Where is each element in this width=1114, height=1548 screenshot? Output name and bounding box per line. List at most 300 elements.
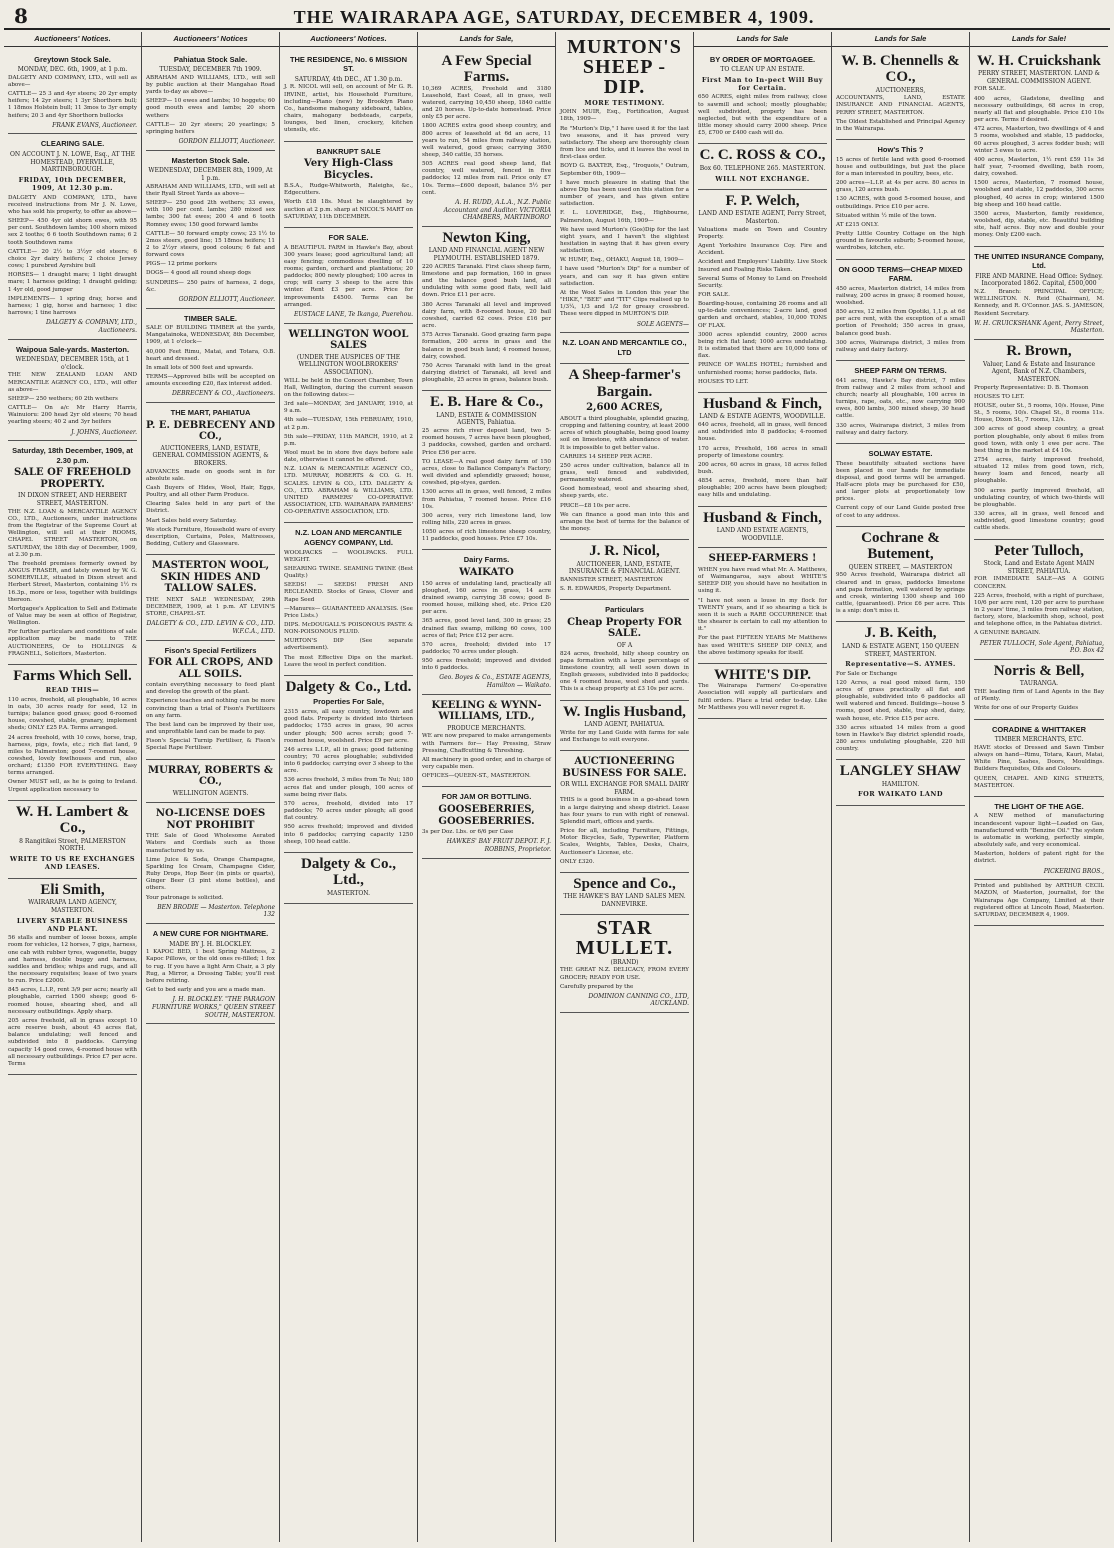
advertisement [560,751,689,873]
advertisement [284,50,413,142]
ad-body [698,94,827,137]
ad-paragraph: 570 acres, freehold, divided into 17 paddocks; 70 acres under plough; all good flat country. [284,800,413,822]
advertisement [836,760,965,805]
advertisement [146,803,275,924]
column-header: Auctioneers' Notices. [280,32,417,47]
ad-title: WAIKATO [459,567,514,579]
ad-subheading: CORADINE & WHITTAKER [991,724,1087,734]
ad-body [8,697,137,794]
ad-body [974,813,1104,865]
advertisement [422,787,551,858]
column-6 [694,32,832,1542]
ad-subheading: SOLWAY ESTATE. [868,448,933,458]
ad-paragraph: Clearing Sales held in any part of the District. [146,501,275,515]
ad-subtitle: OR WILL EXCHANGE FOR SMALL DAIRY FARM. [560,781,689,796]
ad-body [146,75,275,136]
ad-paragraph: FOR SALE. [974,86,1006,93]
ad-paragraph: 3000 acres splendid country, 2000 acres being rich flat land; 1000 acres undulating. It is estimated that there are 10,000 tons of flax. [698,331,827,360]
ad-caption: FOR WAIKATO LAND [858,790,943,799]
ad-body [422,264,551,385]
ad-paragraph: 380 Acres Taranaki all level and improved dairy farm, with 8-roomed house, 20 bail cowshed, carried 62 cows. Price £16 per acre. [422,301,551,330]
ad-paragraph: 24 acres freehold, with 10 cows, horse, trap, harness, pigs, fowls, etc.; rich flat land, 9 miles to Palmerston; good 7-roomed house, cowshed, lovely fowlhouses and run, also orchard; £1350 FOR EVERYTHING. Easy terms arranged. [8,734,137,777]
ad-subheading: CLEARING SALE. [40,139,105,149]
ad-signature: DOMINION CANNING CO., LTD, AUCKLAND. [588,992,689,1008]
ad-paragraph: QUEEN, CHAPEL AND KING STREETS, MASTERTON. [974,775,1104,789]
ad-body [974,576,1104,637]
ad-paragraph: DIPS. McDOUGALL'S POISONOUS PASTE & NON-POISONOUS FLUID. [284,622,413,636]
ad-body [146,469,275,549]
masthead-title: THE WAIRARAPA AGE, SATURDAY, DECEMBER 4, 1909. [293,7,815,27]
ad-body [836,286,965,354]
ad-body [698,683,827,712]
ad-paragraph: 1800 ACRES extra good sheep country, and 800 acres of leasehold at 6d an acre, 11 years to run, 54 miles from railway station, well watered, good grass; carrying 3650 sheep, 340 cattle, 35 horses. [422,123,551,158]
ad-paragraph: AT £215 ONLY. [836,221,879,228]
ad-heading: Dalgety & Co., Ltd. [285,678,412,695]
ad-paragraph: 170 acres, Freehold, 166 acres in small property of limestone country. [698,445,827,459]
ad-paragraph: WE are now prepared to make arrangements with Farmers for— Hay Pressing, Straw Pressing, Chaffcutting & Threshing. [422,733,551,754]
ad-body [422,581,551,673]
ad-paragraph: 40,000 Feet Rimu, Matai, and Totara, O.B. heart and dressed. [146,348,275,362]
advertisement [146,760,275,804]
ad-body [560,416,689,533]
ad-paragraph: 225 Acres, freehold, with a right of purchase, 10/6 per acre rent, 120 per acre to purchase in 2 years' time, 3 miles from railway station, factory, store, blacksmith shop, school, post and telephone office, in the Pahiatua district. [974,592,1104,628]
ad-subtitle: TIMBER MERCHANTS, ETC. [994,736,1084,744]
ad-subtitle: LAND & ESTATE AGENTS, WOODVILLE. [699,413,826,421]
ad-heading: C. C. ROSS & CO., [699,147,826,164]
ad-body [422,428,551,543]
advertisement [8,134,137,339]
column-5 [556,32,694,1542]
ad-subheading: Properties For Sale, [313,697,384,707]
ad-title: Cheap Property FOR SALE. [567,616,682,640]
ad-paragraph: CARRIES 14 SHEEP PER ACRE. [560,453,653,460]
ad-paragraph: 845 acres, L.I.P., rent 3/9 per acre; nearly all ploughable, carried 1500 sheep; good 6-roomed house, shearing shed, and all necessary outbuildings. Apply sharp. [8,987,137,1015]
ad-title: AUCTIONEERING BUSINESS FOR SALE. [562,756,687,779]
ad-signature: Geo. Boyes & Co., ESTATE AGENTS, Hamilton — Waikato. [439,674,551,690]
ad-paragraph: For Sale or Exchange [836,670,898,677]
ad-body [698,422,827,500]
ad-heading: W. H. Cruickshank [977,52,1101,69]
advertisement [974,340,1104,539]
ad-heading: Peter Tulloch, [994,542,1084,559]
ad-paragraph: 641 acres, Hawke's Bay district, 7 miles from railway and 2 miles from school and church; nearly all ploughable, 100 acres in turnips, rape, oats, etc., now carrying 900 ewes, 800 lambs, 300 mixed sheep, 30 head cattle. [836,377,965,420]
column-8 [970,32,1108,1542]
ad-subheading: Masterton Stock Sale. [171,155,250,165]
ad-subheading: Pahiatua Stock Sale. [173,54,248,64]
ad-subtitle: LAND AND FINANCIAL AGENT NEW PLYMOUTH. ESTABLISHED 1879. [428,247,545,263]
advertisement [698,50,827,145]
ad-body [284,378,413,517]
ad-subtitle: MASTERTON. [326,889,371,897]
ad-paragraph: 300 acres of good sheep country, a great portion ploughable, only about 6 miles from good town, with only 1 ewe per acre. The best thing in the market at £4 10s. [974,426,1104,454]
ad-subheading: Dairy Farms. [463,555,510,565]
ad-paragraph: Agent Yorkshire Insurance Coy. Fire and Accident. [698,243,827,257]
ad-paragraph: 640 acres, freehold, all in grass, well fenced and subdivided into 8 paddocks; 4-roomed house. [698,422,827,443]
ad-signature: HAWKES' BAY FRUIT DEPOT. F. J. ROBBINS, Proprietor. [446,838,551,853]
ad-subtitle: (BRAND) [610,958,639,966]
ad-paragraph: HOUSES TO LET. [698,378,749,385]
ad-paragraph: 450 acres, Masterton district, 14 miles from railway, 200 acres in grass; 8 roomed house, woolshed. [836,285,965,307]
advertisement [698,664,827,719]
ad-paragraph: B.S.A., Rudge-Whitworth, Raleighs, &c., Edgecutters. [284,183,413,197]
advertisement [146,641,275,760]
ad-paragraph: HOUSES TO LET. [974,393,1025,400]
ad-paragraph: For further particulars and conditions of sale application may be made to THE AUCTIONEERS, Or to HOLLINGS & FRAGNELL, Solicitors, Masterton. [8,629,137,657]
ad-paragraph: I have much pleasure in stating that the above Dip has been used on this station for a number of years, and has given entire satisfaction. [560,179,689,208]
ad-paragraph: 220 ACRES Taranaki. First class sheep farm, limestone and pap formation, 160 in grass and the balance good bush land, all undulating with some good flats, well laid down. Price £11 per acre. [422,263,551,299]
ad-subtitle: AUCTIONEERS, LAND, ESTATE, GENERAL COMMISSION AGENTS, & BROKERS. [152,444,269,468]
ad-heading: A Few Special Farms. [441,52,532,86]
ad-paragraph: SHEEP— 450 4yr old shorn ewes, with 95 per cent. Southdown lambs; 100 shorn mixed sex 2 tooths; 6 6 tooth Southdown rams; 6 2 tooth Southdown rams [8,218,137,246]
ad-paragraph: We can finance a good man into this and arrange the best of terms for the balance of the money. [560,511,689,533]
ad-signature: BEN BRODIE — Masterton. Telephone 132 [157,903,275,919]
ad-paragraph: HAVE stocks of Dressed and Sawn Timber always on hand—Rimu, Totara, Kauri, Matai, White Pine, Sashes, Doors, Mouldings. Builders Requisites, Oils and Colours. [974,744,1104,773]
ad-heading: F. P. Welch, [725,192,800,209]
ad-body [146,597,275,618]
ad-paragraph: ACCOUNTANTS, LAND, ESTATE INSURANCE AND FINANCIAL AGENTS, PERRY STREET, MASTERTON. [836,95,965,116]
ad-subtitle: OF A [616,641,633,649]
advertisement [284,324,413,524]
ad-title: Very High-Class Bicycles. [304,158,393,181]
ad-subtitle: SATURDAY, 4th DEC., AT 1.30 p.m. [294,75,403,83]
ad-title: P. E. DEBRECENY AND CO., [146,419,276,443]
ad-subtitle: LAND AND ESTATE AGENT, Perry Street, Masterton. [698,210,827,226]
ad-paragraph: 130 ACRES, with good 5-roomed house, and outbuildings. Price £10 per acre. [836,196,965,210]
ad-paragraph: THE NEXT SALE WEDNESDAY, 29th DECEMBER, 1909, at 1 p.m. AT LEVIN'S STORE, CHAPEL-ST. [146,596,275,618]
ad-paragraph: 200 acres, 60 acres in grass, 18 acres felled bush. [698,461,827,475]
ad-paragraph: CATTLE— 25 3 and 4yr steers; 20 2yr empty heifers; 14 2yr steers; 1 3yr Shorthorn bull; 1 18mos Holstein bull; 11 3mos to 3yr empty heifers; 20 3 and 4yr Shorthorn bullocks [8,91,137,119]
ad-body [284,183,413,221]
advertisement [146,50,275,151]
ad-paragraph: WHEN you have read what Mr. A. Matthews, of Waimangaroa, says about WHITE'S SHEEP DIP, you should have no hesitation in using it. [698,566,827,595]
ad-paragraph: —Manures— GUARANTEED ANALYSIS. (See Price Lists.) [284,605,413,619]
ad-subtitle: THE HAWKE'S BAY LAND SALES MEN. DANNEVIRKE. [563,893,686,908]
ad-paragraph: 575 Acres Taranaki. Good grazing farm papa formation, 200 acres in grass and the balance in good bush land; 4 roomed house, dairy, cowshed. [422,332,551,360]
ad-subheading: Saturday, 18th December, 1909, at 2.30 p.m. [12,446,133,465]
ad-paragraph: 330 acres situated 14 miles from a good town in Hawke's Bay district splendid roads, 280 acres undulating ploughable, 220 hill country. [836,724,965,753]
ad-paragraph: Owner MUST sell, as he is going to Ireland. Urgent application necessary to [8,779,137,793]
ad-subtitle: MADE BY J. H. BLOCKLEY. [169,940,252,948]
ad-subheading: ON GOOD TERMS—CHEAP MIXED FARM. [838,264,963,284]
advertisement [698,144,827,189]
advertisement [974,797,1104,880]
ad-paragraph: Current copy of our Land Guide posted free of cost to any address. [836,505,965,519]
ad-paragraph: N.Z. Branch: PRINCIPAL OFFICE; WELLINGTON. N. Reid (Chairman), M. Kennedy, and R. O'Connor. JAS. S. JAMESON, Resident Secretary. [974,289,1104,317]
ad-paragraph: 246 acres L.I.P., all in grass; good fattening country; 70 acres ploughable; subdivided into 6 paddocks; carrying over 3 sheep to the acre. [284,746,413,775]
ad-paragraph: MURTON'S DIP (See separate advertisement). [284,638,413,652]
ad-body [560,730,689,744]
advertisement [8,801,137,879]
ad-paragraph: FOR IMMEDIATE SALE—AS A GOING CONCERN. [974,576,1104,590]
ad-heading: WHITE'S DIP. [714,666,811,683]
ad-title: MURRAY, ROBERTS & CO., [148,764,273,788]
ad-paragraph: 850 acres, 12 miles from Opotiki, 1,1.p. at 6d per acre rent, with the exception of a small portion of Freehold; 350 acres in grass, balance good bush. [836,309,965,337]
ad-paragraph: 110 acres, freehold, all ploughable, 16 acres in oats, 30 acres ready for seed, 12 in turnips; balance good grass; good 6-roomed house, cowshed, stable, granary, implement sheds; ONLY £25 P.A. Terms arranged. [8,696,137,732]
ad-paragraph: JOHN MUIR, Esq., Fortification, August 18th, 1909— [560,109,689,123]
column-1 [4,32,142,1542]
ad-subtitle: WELLINGTON AGENTS. [172,789,249,797]
ad-heading: Spence and Co., [573,875,676,892]
advertisement [698,548,827,663]
advertisement [560,540,689,600]
ad-paragraph: ONLY £320. [560,858,595,865]
ad-paragraph: Pretty Little Country Cottage on the high ground in favourite suburb; 5-roomed house, wardrobes, kitchen, etc. [836,231,965,252]
ad-paragraph: In small lots of 500 feet and upwards. [146,364,254,371]
advertisement [284,142,413,228]
advertisement [422,391,551,550]
advertisement [146,924,275,1024]
ad-subheading: THE UNITED INSURANCE Company, Ltd. [974,251,1104,271]
advertisement [698,393,827,507]
ad-subtitle: LAND, ESTATE & COMMISSION AGENTS, Pahiatua. [436,411,537,427]
ad-subtitle: FIRE AND MARINE. Head Office: Sydney. Incorporated 1862. Capital, £500,000 [975,272,1103,288]
ad-paragraph: 4th sale—TUESDAY, 15th FEBRUARY, 1910, at 2 p.m. [284,417,413,431]
ad-paragraph: 150 acres of undulating land, practically all ploughed, 160 acres in grass, 14 acre drained swamp, carrying 38 cows; good 8-roomed house, milking shed, etc. Price £20 per acre. [422,580,551,616]
ad-paragraph: 205 acres freehold, all in grass except 10 acre reserve bush, about 45 acres flat, balance undulating; well fenced and subdivided into 8 paddocks. Carrying capacity 14 good cows, 4-roomed house with all necessary outbuildings. Price £7 per acre. Terms [8,1017,137,1067]
ad-paragraph: 56 stalls and number of loose boxes, ample room for vehicles, 12 horses, 7 gigs, harness, one cab with rubber tyres, wagonette, buggy and harness, double buggy and harness, saddles and bridles; whips and rugs, and all the necessary requisites; lease of two years to run. Price £2000. [8,935,137,985]
advertisement [560,701,689,751]
ad-subheading: TIMBER SALE. [184,313,237,323]
ad-body [836,572,965,615]
advertisement [698,190,827,393]
ad-paragraph: J. R. NICOL will sell, on account of Mr G. R. IRVINE, artist, his Household Furniture, including—Piano (new) by Brooklyn Piano Co., handsome mahogany sideboard, tables, chairs, mahogany bedsteads, carpets, lounges, bed linen, crockery, kitchen utensils, etc. [284,84,413,134]
ad-body [698,567,827,657]
ad-subtitle: (UNDER THE AUSPICES OF THE WELLINGTON WOOLBROKERS' ASSOCIATION). [296,353,401,376]
ad-heading: LANGLEY SHAW [839,763,962,780]
ad-subtitle: Stock, Land and Estate Agent MAIN STREET, PAHIATUA. [983,560,1095,575]
ad-paragraph: 750 Acres Taranaki with land in the great dairying district of Taranaki, all level and ploughable, 25 acres in grass, balance bush. [422,362,551,384]
ad-paragraph: 250 acres under cultivation, balance all in grass, well fenced and subdivided, permanently watered. [560,462,689,484]
ad-paragraph: SHEEP— 250 good 2th wethers; 33 ewes, with 100 per cent. lambs; 280 mixed sex lambs; 300 fat ewes; 200 4 and 6 tooth Romney ewes; 150 good forward lambs [146,200,275,228]
ad-heading: A Sheep-farmer's Bargain. [568,367,681,400]
ad-title: GOOSEBERRIES, GOOSEBERRIES. [438,804,535,827]
column-2 [142,32,280,1542]
column-4 [418,32,556,1542]
ad-paragraph: SHEARING TWINE. SEAMING TWINE (Best Quality.) [284,565,413,580]
ad-paragraph: 330 acres, all in grass, well fenced and subdivided, good limestone country; good cattle sheds. [974,511,1104,532]
advertisement [8,879,137,1075]
advertisement [146,403,275,555]
ad-paragraph: For the past FIFTEEN YEARS Mr Matthews has used WHITE'S SHEEP DIP ONLY, and the above testimony speaks for itself. [698,635,827,656]
ad-signature: DALGETY & COMPANY, LTD., Auctioneers. [45,319,137,334]
ad-paragraph: 505 ACRES real good sheep land, flat country, well watered, fenced in five paddocks; 12 miles from rail. Price only £7 10s. Terms—£600 deposit, balance 5½ per cent. [422,161,551,196]
ad-paragraph: ABOUT a third ploughable, splendid grazing, cropping and fattening country, at least 2000 acres of which ploughable, being good loamy soil on limestone, with abundance of water. It is impossible to get better value. [560,415,689,451]
ad-paragraph: The Wairarapa Farmers' Co-operative Association will supply all particulars and fulfil orders. Place a trial order to-day. Like Mr Matthews you will never regret it. [698,683,827,711]
ad-subtitle: AUCTIONEER, LAND, ESTATE, INSURANCE & FINANCIAL AGENT. [568,560,681,576]
ad-body [836,461,965,520]
ad-paragraph: OFFICES—QUEEN-ST., MASTERTON. [422,773,531,780]
column-header: Auctioneers' Notices. [4,32,141,47]
ad-paragraph: Situated within ½ mile of the town. [836,212,937,219]
advertisement [560,34,689,333]
ad-paragraph: Property Representative: D. B. Thomson [974,384,1089,391]
ad-paragraph: We stock Furniture, Household ware of every description, Curtains, Poles, Mattresses, Bedding, Cutlery and Glassware. [146,526,275,548]
ad-subtitle: Valuer, Land & Estate and Insurance Agent, Bank of N.Z. Chambers, MASTERTON. [982,360,1096,383]
column-header: Lands for Sale, [418,32,555,47]
ad-subtitle: LAND AND ESTATE AGENTS, WOODVILLE. [716,527,809,542]
column-7 [832,32,970,1542]
ad-paragraph: W. HUMF, Esq., OHAKU, August 18, 1909— [560,257,684,264]
ad-subtitle: MONDAY, DEC. 6th, 1909, at 1 p.m. [17,66,128,74]
ad-body [146,949,275,994]
column-3 [280,32,418,1542]
ad-subtitle: TUESDAY, DECEMBER 7th 1909. [159,66,262,74]
ad-caption: First Man to In-pect Will Buy for Certain. [701,75,824,93]
ad-paragraph: 300 acres, very rich limestone land, low rolling hills, 220 acres in grass. [422,512,551,527]
ad-paragraph: The Oldest Established and Principal Agency in the Wairarapa. [836,118,965,132]
ad-paragraph: Carefully prepared by the [560,983,634,990]
ad-subheading: FOR JAM OR BOTTLING. [441,792,532,802]
ad-subheading: THE LIGHT OF THE AGE. [994,801,1084,811]
ad-paragraph: Re "Murton's Dip," I have used it for the last two seasons, and it has proved very satisfactory. The sheep are thoroughly clean from lice and ticks, and it leaves the wool in first-class order. [560,125,689,161]
ad-title: MASTERTON WOOL, SKIN HIDES AND TALLOW SALES. [151,560,270,595]
ad-body [698,227,827,386]
column-header: Auctioneers' Notices [142,32,279,47]
advertisement [560,873,689,915]
ad-subtitle: TO CLEAN UP AN ESTATE. [720,66,805,74]
ad-paragraph: 570 acres, freehold; divided into 17 paddocks; 70 acres under plough. [422,641,551,655]
ad-paragraph: 25 acres rich river deposit land, two 5-roomed houses, 7 acres have been ploughed, 3 paddocks, cowshed, garden and orchard. Price £56 per acre. [422,428,551,456]
ad-title: NO-LICENSE DOES NOT PROHIBIT [155,808,266,831]
ad-heading: Eli Smith, [40,881,105,898]
ad-paragraph: A NEW method of manufacturing incandescent vapour light—Loaded on Gas, manufactured with "Benzine Oil." The system is automatic in working, perfectly simple, absolutely safe, and very economical. [974,813,1104,849]
ad-paragraph: DALGETY AND COMPANY, LTD., have received instructions from Mr J. N. Lowe, who has sold his property, to offer as above— [8,194,137,216]
ad-body [836,378,965,437]
ad-paragraph: CATTLE— 20 2½ to 3½yr old steers; 6 choice 2yr dairy heifers; 2 choice Jersey cows; 1 purebred Ayrshire bull [8,248,137,270]
ad-body [560,577,689,593]
ad-paragraph: 400 acres, Masterton, 1½ rent £59 11s 3d half year, 7-roomed dwelling, bath room, dairy, cowshed. [974,156,1104,178]
ad-paragraph: SHEEP— 10 ewes and lambs; 10 hoggets; 60 good mouth ewes and lambs; 20 shorn wethers [146,98,275,119]
ad-title: KEELING & WYNN-WILLIAMS, LTD., [431,699,542,723]
ad-body [560,797,689,865]
ad-paragraph: Valuations made on Town and Country Property. [698,226,827,240]
ad-paragraph: All machinery in good order, and in charge of very capable men. [422,756,551,771]
ad-heading: W. Inglis Husband, [563,703,686,720]
advertisement [836,444,965,527]
ad-signature: SOLE AGENTS— [636,320,689,328]
ad-body [8,75,137,120]
advertisement [146,309,275,404]
advertisement [560,915,689,1013]
advertisement [422,550,551,694]
ad-paragraph: 1500 acres, Masterton, 7 roomed house, woolshed and stable, 12 paddocks, 300 acres ploughed, 40 acres in crop; wintered 1500 big sheep and 160 head cattle. [974,180,1104,208]
ad-body [146,833,275,901]
ad-paragraph: The most Effective Dips on the market. Leave the wool in perfect condition. [284,654,413,668]
ad-body [284,550,413,669]
ad-paragraph: "I have not seen a louse in my flock for TWENTY years, and if so shearing a tick is seen it is such a RARE OCCURRENCE that the shearer is certain to call my attention to it." [698,597,827,633]
ad-paragraph: S. R. EDWARDS, Property Department. [560,586,672,593]
ad-subheading: How's This ? [877,145,924,155]
ad-title: SALE OF FREEHOLD PROPERTY. [14,467,131,490]
ad-paragraph: 15 acres of fertile land with good 6-roomed house and outbuildings, but just the place for a man interested in poultry, bees, etc. [836,156,965,177]
ad-body [146,184,275,294]
ad-body [560,651,689,694]
ad-paragraph: Lime Juice & Soda, Orange Champagne, Sparkling Ice Cream, Champagne Cider, Ruby Drops, Hop Beer (in pints or quarts), Ginger Beer (3 pint stone bottles), and others. [146,856,275,892]
ad-paragraph: THE leading firm of Land Agents in the Bay of Plenty. [974,689,1104,703]
ad-heading: Husband & Finch, [703,395,822,412]
ad-heading: Cochrane & Butement, [861,529,940,563]
ad-paragraph: 3500 acres, Masterton, family residence, woolshed, dip, stable, etc. Beautiful building site, half acres. Buy now and double your money. Only £200 each. [974,210,1104,239]
ad-signature: GORDON ELLIOTT, Auctioneer. [178,138,275,146]
ad-subheading: THE RESIDENCE, No. 6 MISSION ST. [289,54,408,74]
ad-body [974,883,1104,919]
ad-title: WELLINGTON WOOL SALES [288,328,409,352]
advertisement [8,665,137,801]
ad-paragraph: DOGS— 4 good all round sheep dogs [146,270,251,277]
advertisement [836,361,965,444]
advertisement [560,364,689,540]
ad-heading: Husband & Finch, [703,509,822,526]
ad-paragraph: ADVANCES made on goods sent in for absolute sale. [146,468,275,482]
ad-body [146,325,275,388]
column-header: Lands for Sale [832,32,969,47]
ad-paragraph: Write for my Land Guide with farms for sale and Exchange to suit everyone. [560,729,689,743]
ad-paragraph: SALE OF BUILDING TIMBER at the yards, Mangatainoka, WEDNESDAY, 8th December, 1909, at 1 o'clock— [146,325,275,346]
ad-paragraph: BOYD G. BAXTER, Esq., "Iroquois," Outram, September 6th, 1909— [560,163,689,177]
ad-body [974,385,1104,533]
ad-paragraph: 472 acres, Masterton, two dwellings of 4 and 5 rooms, woolshed and stable, 15 paddocks, 60 acres ploughed, 3 acres fodder bush; will winter 3 ewes to acre. [974,126,1104,154]
ad-paragraph: THE NEW ZEALAND LOAN AND MERCANTILE AGENCY CO., LTD., will offer as above— [8,372,137,393]
ad-paragraph: 300 acres, Wairarapa district, 3 miles from railway and dairy factory. [836,339,965,353]
ad-paragraph: 1300 acres all in grass, well fenced, 2 miles from Pahiatua, 7 roomed house. Price £16 10s. [422,489,551,510]
ad-signature: J. JOHNS, Auctioneer. [71,428,137,436]
ad-subtitle: WAIRARAPA LAND AGENCY, MASTERTON. [28,899,117,914]
ad-subtitle: HAMILTON. [881,780,920,788]
ad-body [146,682,275,752]
advertisement [698,507,827,549]
ad-paragraph: Mortgagee's Application to Sell and Estimate of Value may be seen at office of Registrar, Wellington. [8,605,137,627]
ad-paragraph: DALGETY AND COMPANY, LTD., will sell as above— [8,74,137,89]
advertisement [974,660,1104,720]
advertisement [422,50,551,227]
ad-paragraph: 1050 acres of rich limestone sheep country, 11 paddocks, good houses. Price £7 10s. [422,529,551,543]
ad-body [8,195,137,318]
advertisement [974,247,1104,341]
advertisement [836,622,965,760]
ad-heading: W. H. Lambert & Co., [15,803,130,837]
ad-subtitle: Box 60. TELEPHONE 265. MASTERTON. [699,164,826,172]
ad-body [284,84,413,134]
advertisement [8,50,137,135]
ad-body [8,935,137,1068]
ad-paragraph: 10,369 ACRES, Freehold and 3180 Leasehold, East Coast, all in grass, well watered, carrying 10,450 sheep, 1840 cattle and 20 horses. Up-to-date homestead. Price only £5 per acre. [422,85,551,121]
ad-paragraph: At the Wool Sales in London this year the "HIKE," "BEE" and "TIT" Clips realised up to 1/3¼, 1/3 and 1/2 for greasy crossbred. These were dipped in MURTON'S DIP. [560,289,689,318]
ad-subheading: BANKRUPT SALE [316,146,381,156]
ad-paragraph: We have used Murton's (Gos)Dip for the last eight years, and I haven't the slightest hesitation in saying that it has given every satisfaction. [560,226,689,255]
column-header: Lands for Sale! [970,32,1108,47]
ad-title: SHEEP-FARMERS ! [708,553,817,565]
ad-paragraph: 400 acres, Gladstone, dwelling and necessary outbuildings, 68 acres in crop, nearly all flat and ploughable. Price £10 10s per acre. Terms if desired. [974,95,1104,124]
ad-paragraph: 2754 acres, fairly improved freehold, situated 12 miles from good town, rich, heavy loam and fenced, nearly all ploughable. [974,456,1104,485]
ad-paragraph: 3s per Doz. Lbs. or 6/6 per Case [422,829,514,835]
ad-paragraph: 950 acres freehold; improved and divided into 6 paddocks. [422,658,551,672]
ad-paragraph: CATTLE— 50 forward empty cows; 23 1½ to 2mos steers, good line; 15 18mos heifers; 11 2 to 2½yr steers, good colours; 6 fat and forward cows [146,230,275,259]
ad-paragraph: Your patronage is solicited. [146,894,224,901]
ad-paragraph: 1 KAPOC BED, 1 best Spring Mattress, 2 Kapoc Pillows, or the old ones re-filled; 1 fox to rug. If you have a light Arm Chair, a 3 ply Rug, a Mirror, a Dressing Table; you'll rest before retiring. [146,949,275,984]
ad-paragraph: Cash Buyers of Hides, Wool, Hair, Eggs, Poultry, and all other Farm Produce. [146,485,275,499]
advertisement [146,151,275,309]
ad-subtitle: LAND AGENT, PAHIATUA. [584,721,665,729]
ad-paragraph: BANNISTER STREET, MASTERTON [560,577,663,584]
ad-paragraph: Get to bed early and you are a made man. [146,987,266,994]
ad-paragraph: Fison's Special Turnip Fertiliser, & Fison's Special Rape Fertiliser. [146,738,275,752]
advertisement [836,527,965,623]
ad-signature: FRANK EVANS, Auctioneer. [52,121,137,129]
ad-body [974,745,1104,790]
ad-body [836,671,965,754]
advertisement [284,853,413,904]
ad-caption: FRIDAY, 10th DECEMBER, 1909, At 12.30 p.m. [18,176,127,193]
